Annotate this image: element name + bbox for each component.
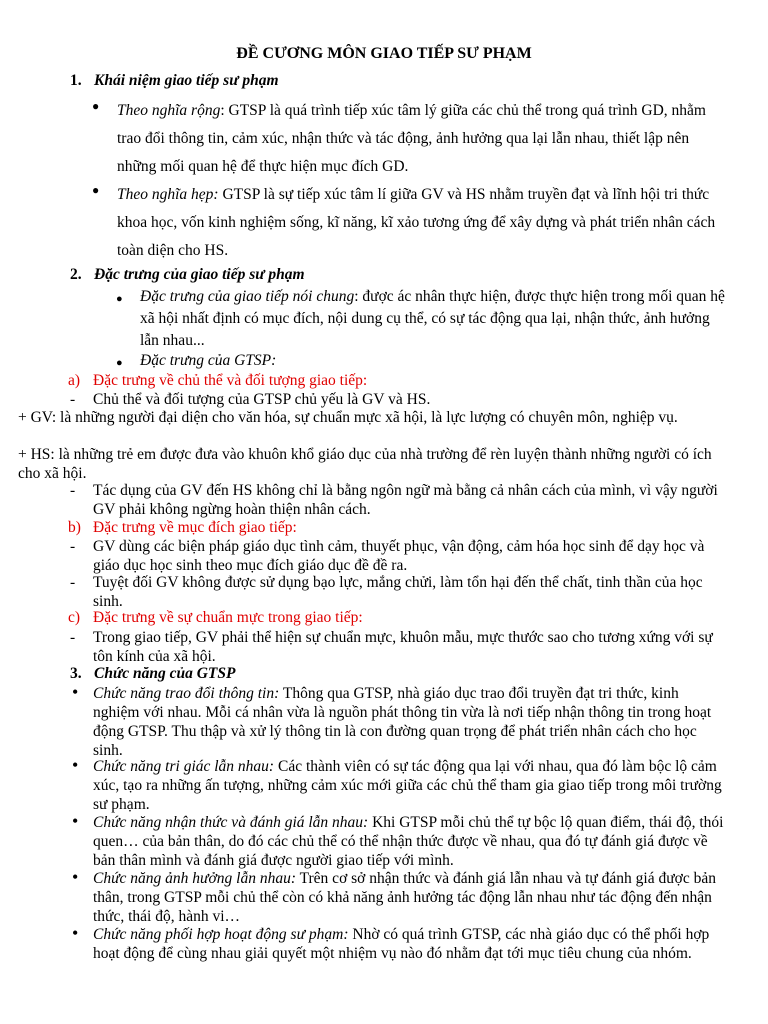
document-title: ĐỀ CƯƠNG MÔN GIAO TIẾP SƯ PHẠM xyxy=(236,45,532,62)
bullet-icon: • xyxy=(72,755,79,775)
s2-b-label: b) xyxy=(68,519,81,536)
s3-item-1-lead: Chức năng trao đổi thông tin: xyxy=(93,685,280,702)
bullet-icon: • xyxy=(72,867,79,887)
s2-c-heading: Đặc trưng về sự chuẩn mực trong giao tiếp: xyxy=(93,609,363,626)
s1-bullet-narrow xyxy=(117,181,727,265)
s3-item-5-text: Nhờ có quá trình GTSP, các nhà giáo dục có thể phối hợp hoạt động để cùng nhau giải quyết một nhiệm vụ nào đó nhằm đạt tới mục tiêu chung của nhóm. xyxy=(93,926,710,962)
s3-item-4 xyxy=(93,869,725,926)
bullet-icon: ● xyxy=(92,99,100,113)
s2-a-plus-2: + HS: là những trẻ em được đưa vào khuôn khổ giáo dục của nhà trường để rèn luyện thành những người có ích cho xã hội. xyxy=(18,446,712,482)
s1-b1-lead: Theo nghĩa rộng xyxy=(117,102,221,119)
dash-icon: - xyxy=(70,391,76,408)
s1-b2-lead: Theo nghĩa hẹp: xyxy=(117,186,219,203)
s2-a-heading: Đặc trưng về chủ thể và đối tượng giao tiếp: xyxy=(93,372,368,389)
section-2-number: 2. xyxy=(70,266,82,283)
section-1-number: 1. xyxy=(70,72,82,89)
section-1-heading xyxy=(70,70,279,92)
s2-b1-lead: Đặc trưng của giao tiếp nói chung xyxy=(140,288,355,305)
s2-b2-lead: Đặc trưng của GTSP: xyxy=(140,352,277,369)
s2-c-label: c) xyxy=(68,609,81,626)
s2-b-heading: Đặc trưng về mục đích giao tiếp: xyxy=(93,519,297,536)
bullet-icon: ● xyxy=(116,357,123,369)
s1-b1-text: : GTSP là quá trình tiếp xúc tâm lý giữa các chủ thể trong quá trình GD, nhằm trao đổi thông tin, cảm xúc, nhận thức và tác động, ảnh hưởng qua lại lẫn nhau, thiết lập nên những mối quan hệ để thực hiện mục đích GD. xyxy=(117,102,706,175)
s1-bullet-broad xyxy=(117,97,727,181)
dash-icon: - xyxy=(70,629,76,646)
s3-item-5 xyxy=(93,925,725,963)
s3-item-1 xyxy=(93,684,725,760)
s3-item-4-lead: Chức năng ảnh hưởng lẫn nhau: xyxy=(93,870,296,887)
section-3-number: 3. xyxy=(70,665,82,682)
s2-a-dash-1: Chủ thể và đối tượng của GTSP chủ yếu là GV và HS. xyxy=(93,391,431,408)
s2-c-dash-1: Trong giao tiếp, GV phải thể hiện sự chuẩn mực, khuôn mẫu, mực thước sao cho tương xứng với sự tôn kính của xã hội. xyxy=(93,629,713,665)
section-1-title: Khái niệm giao tiếp sư phạm xyxy=(94,72,279,89)
bullet-icon: • xyxy=(72,923,79,943)
section-2-title: Đặc trưng của giao tiếp sư phạm xyxy=(94,266,305,283)
dash-icon: - xyxy=(70,574,76,591)
section-3-title: Chức năng của GTSP xyxy=(94,665,236,682)
s2-b1-text: : được ác nhân thực hiện, được thực hiện trong mối quan hệ xã hội nhất định có mục đích, nội dung cụ thể, có sự tác động qua lại, nhận thức, ảnh hưởng lẫn nhau... xyxy=(140,288,725,349)
s3-item-3 xyxy=(93,813,725,870)
s2-b-dash-2: Tuyệt đối GV không được sử dụng bạo lực, mắng chửi, làm tổn hại đến thể chất, tinh thần của học sinh. xyxy=(93,574,703,610)
section-3-heading xyxy=(70,664,236,683)
s2-a-label: a) xyxy=(68,372,81,389)
section-2-heading xyxy=(70,264,305,286)
dash-icon: - xyxy=(70,538,76,555)
s3-item-3-text: Khi GTSP mỗi chủ thể tự bộc lộ quan điểm, thái độ, thói quen… của bản thân, do đó các chủ thể có thể nhận thức được về nhau, qua đó tự đánh giá được về bản thân mình và đánh giá được người giao tiếp với mình. xyxy=(93,814,724,869)
bullet-icon: ● xyxy=(92,183,100,197)
s3-item-2-lead: Chức năng tri giác lẫn nhau: xyxy=(93,758,275,775)
s3-item-2-text: Các thành viên có sự tác động qua lại với nhau, qua đó làm bộc lộ cảm xúc, tạo ra những ấn tượng, những cảm xúc mới giữa các chủ thể tham gia giao tiếp trong môi trường sư phạm. xyxy=(93,758,722,813)
s1-b2-text: GTSP là sự tiếp xúc tâm lí giữa GV và HS nhằm truyền đạt và lĩnh hội tri thức khoa học, vốn kinh nghiệm sống, kĩ năng, kĩ xảo tương ứng để xây dựng và phát triển nhân cách toàn diện cho HS. xyxy=(117,186,716,259)
s2-a-plus-1: + GV: là những người đại diện cho văn hóa, sự chuẩn mực xã hội, là lực lượng có chuyên môn, nghiệp vụ. xyxy=(18,409,678,426)
s3-item-1-text: Thông qua GTSP, nhà giáo dục trao đổi truyền đạt tri thức, kinh nghiệm với nhau. Mỗi cá nhân vừa là nguồn phát thông tin vừa là nơi tiếp nhận thông tin trong hoạt động GTSP. Thu thập và xử lý thông tin là con đường quan trọng để phát triển nhân cách cho học sinh. xyxy=(93,685,712,759)
s2-bullet-general xyxy=(140,286,725,352)
s3-item-4-text: Trên cơ sở nhận thức và đánh giá lẫn nhau và tự đánh giá được bản thân, trong GTSP mỗi chủ thể còn có khả năng ảnh hưởng tác động lẫn nhau như tác động đến nhận thức, thái độ, hành vi… xyxy=(93,870,716,925)
dash-icon: - xyxy=(70,482,76,499)
s3-item-3-lead: Chức năng nhận thức và đánh giá lẫn nhau: xyxy=(93,814,369,831)
bullet-icon: ● xyxy=(116,293,123,305)
bullet-icon: • xyxy=(72,811,79,831)
bullet-icon: • xyxy=(72,682,79,702)
s2-b-dash-1: GV dùng các biện pháp giáo dục tình cảm, thuyết phục, vận động, cảm hóa học sinh để dạy học và giáo dục học sinh theo mục đích giáo dục đề đề ra. xyxy=(93,538,705,574)
s2-a-dash-2: Tác dụng của GV đến HS không chỉ là bằng ngôn ngữ mà bằng cả nhân cách của mình, vì vậy người GV phải không ngừng hoàn thiện nhân cách. xyxy=(93,482,718,518)
s3-item-5-lead: Chức năng phối hợp hoạt động sư phạm: xyxy=(93,926,349,943)
s3-item-2 xyxy=(93,757,725,814)
